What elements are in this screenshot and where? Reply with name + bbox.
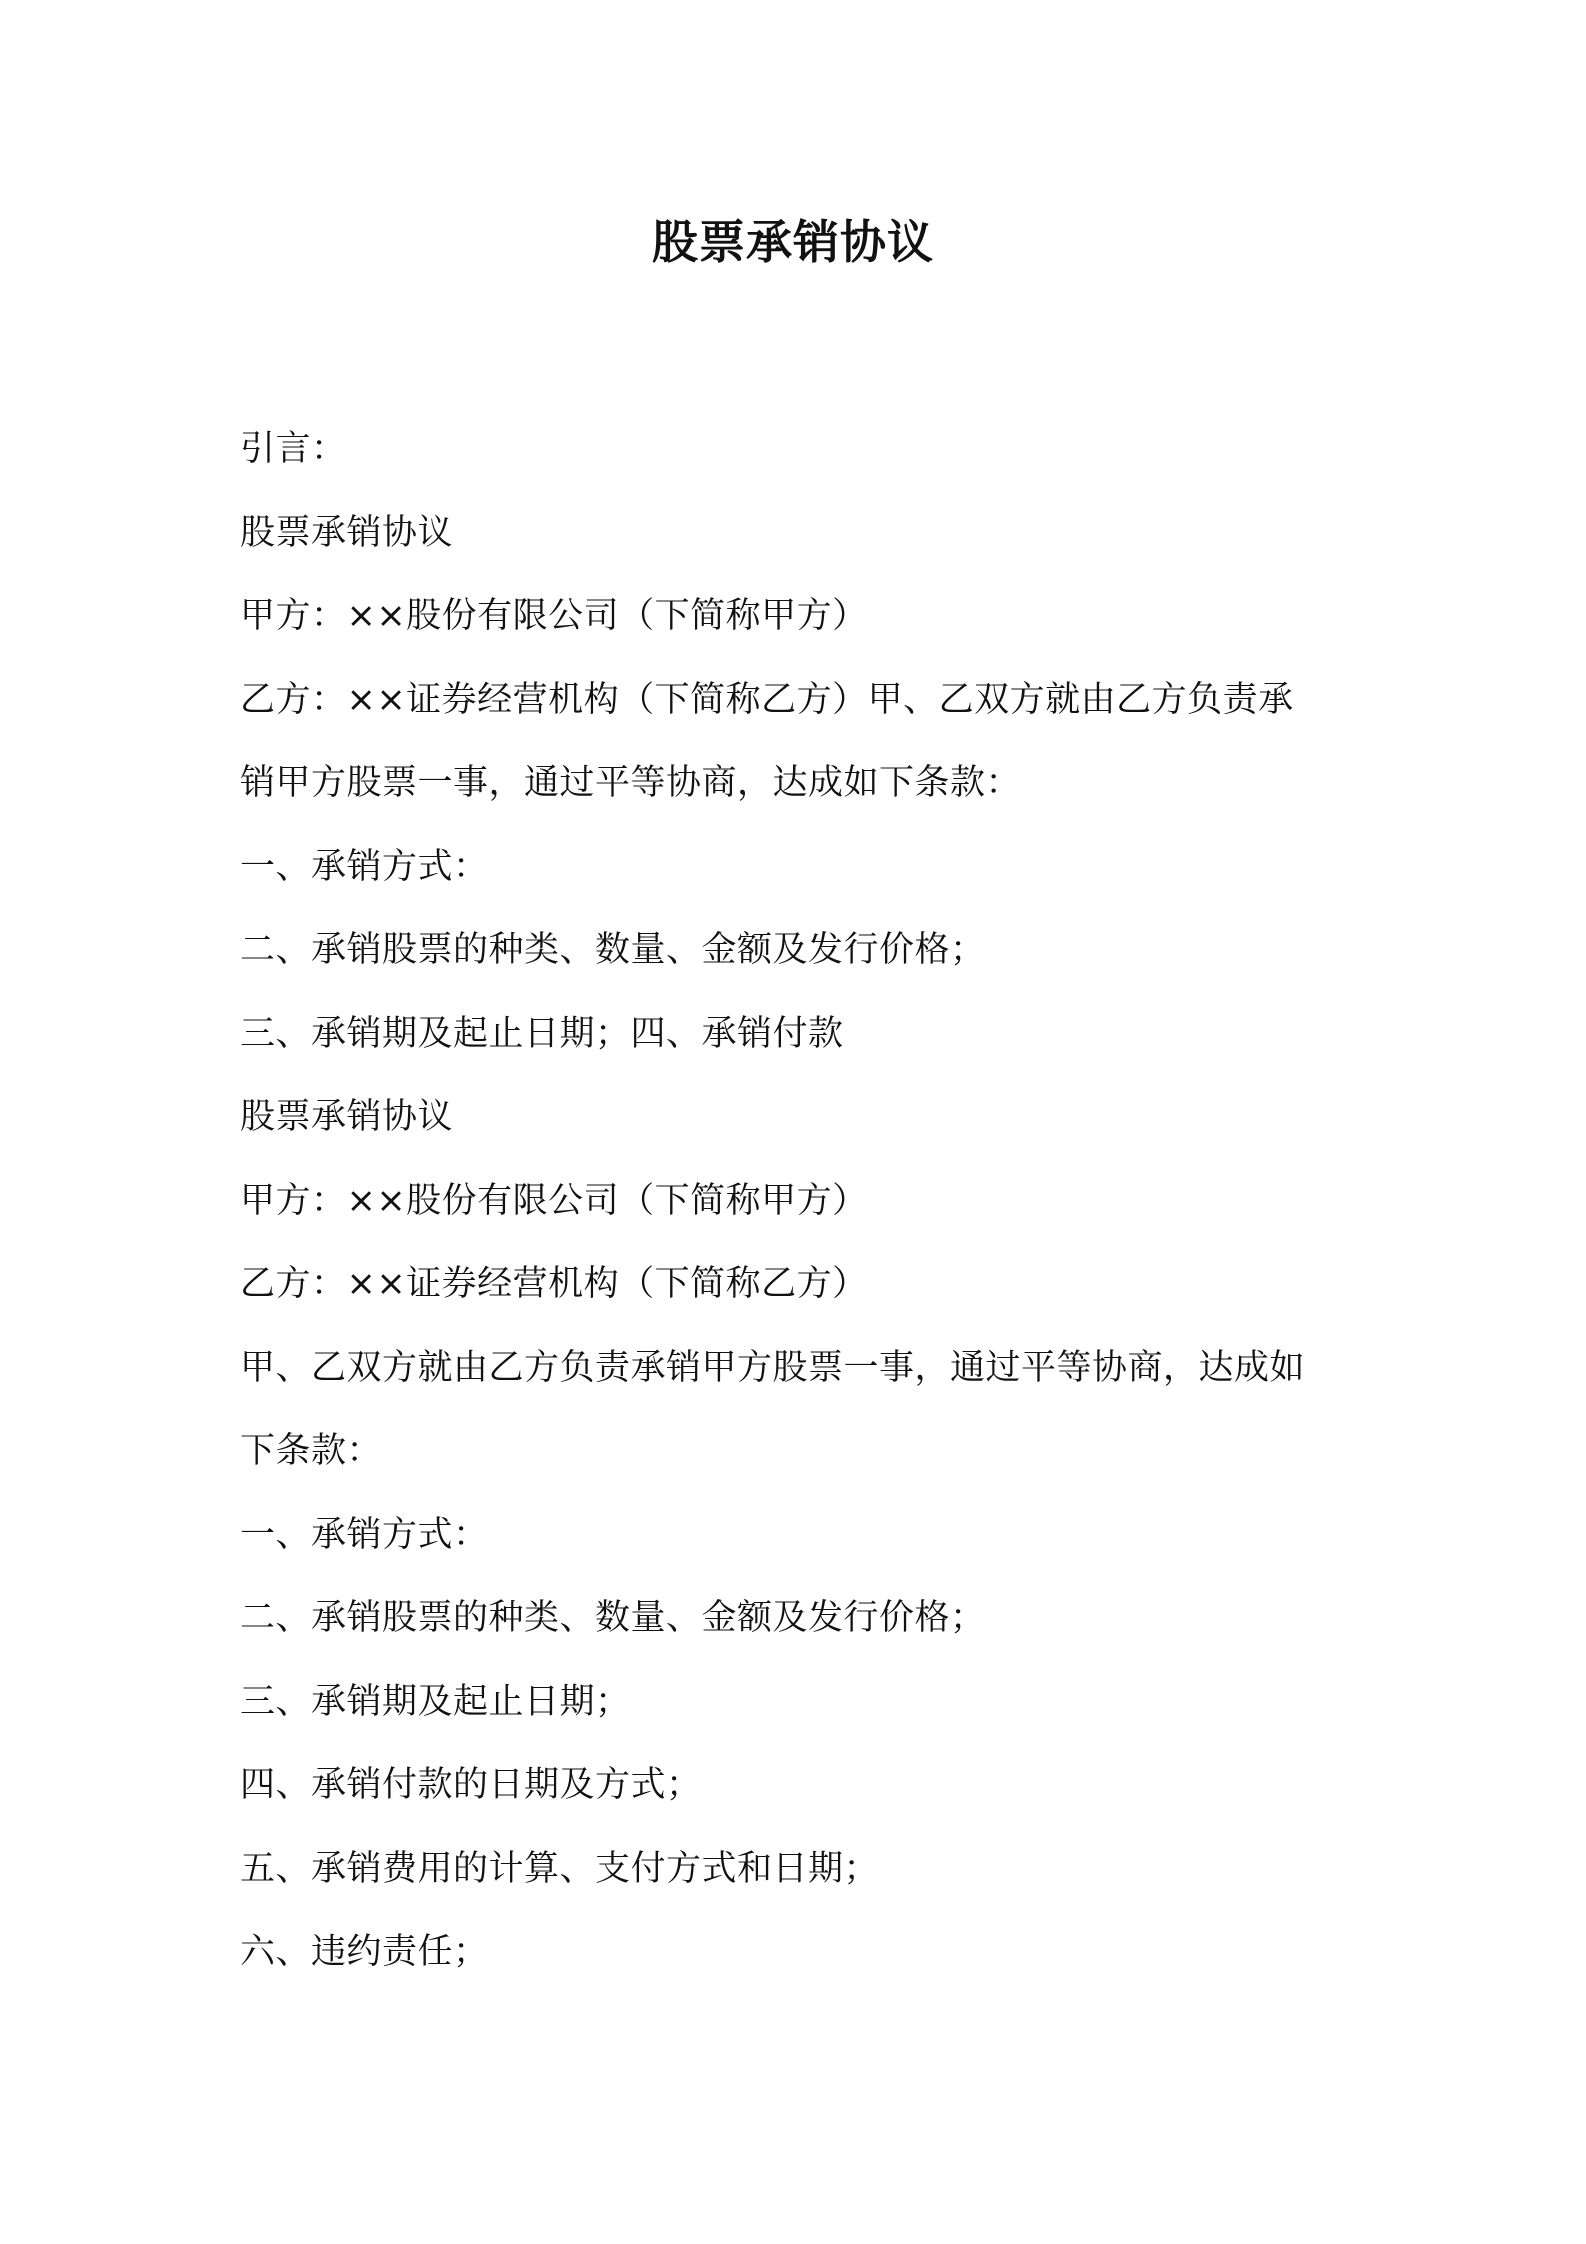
document-body [240, 408, 1360, 1995]
clause-1-repeat: 一、承销方式： [240, 1514, 489, 1555]
intro-label: 引言： [240, 429, 347, 469]
agreement-heading-repeat: 股票承销协议 [240, 1097, 454, 1137]
clause-2-repeat: 二、承销股票的种类、数量、金额及发行价格； [240, 1598, 986, 1638]
clause-1: 一、承销方式： [240, 846, 489, 887]
party-b-line: 乙方：××证券经营机构（下简称乙方）甲、乙双方就由乙方负责承 [240, 679, 1294, 720]
clause-5: 五、承销费用的计算、支付方式和日期； [240, 1848, 880, 1889]
clause-6: 六、违约责任； [240, 1932, 489, 1972]
paragraph-line: 甲、乙双方就由乙方负责承销甲方股票一事，通过平等协商，达成如 [240, 1347, 1306, 1388]
clause-4: 四、承销付款的日期及方式； [240, 1765, 702, 1805]
party-a-line: 甲方：××股份有限公司（下简称甲方） [240, 596, 868, 636]
paragraph-line: 下条款： [240, 1431, 383, 1471]
agreement-heading: 股票承销协议 [240, 512, 454, 553]
document-title: 股票承销协议 [652, 215, 934, 269]
party-b-line-repeat: 乙方：××证券经营机构（下简称乙方） [240, 1264, 868, 1304]
party-a-line-repeat: 甲方：××股份有限公司（下简称甲方） [240, 1180, 868, 1221]
clause-3-4: 三、承销期及起止日期；四、承销付款 [240, 1013, 844, 1054]
paragraph-line: 销甲方股票一事，通过平等协商，达成如下条款： [240, 763, 1022, 803]
clause-3-repeat: 三、承销期及起止日期； [240, 1681, 631, 1722]
clause-2: 二、承销股票的种类、数量、金额及发行价格； [240, 930, 986, 970]
